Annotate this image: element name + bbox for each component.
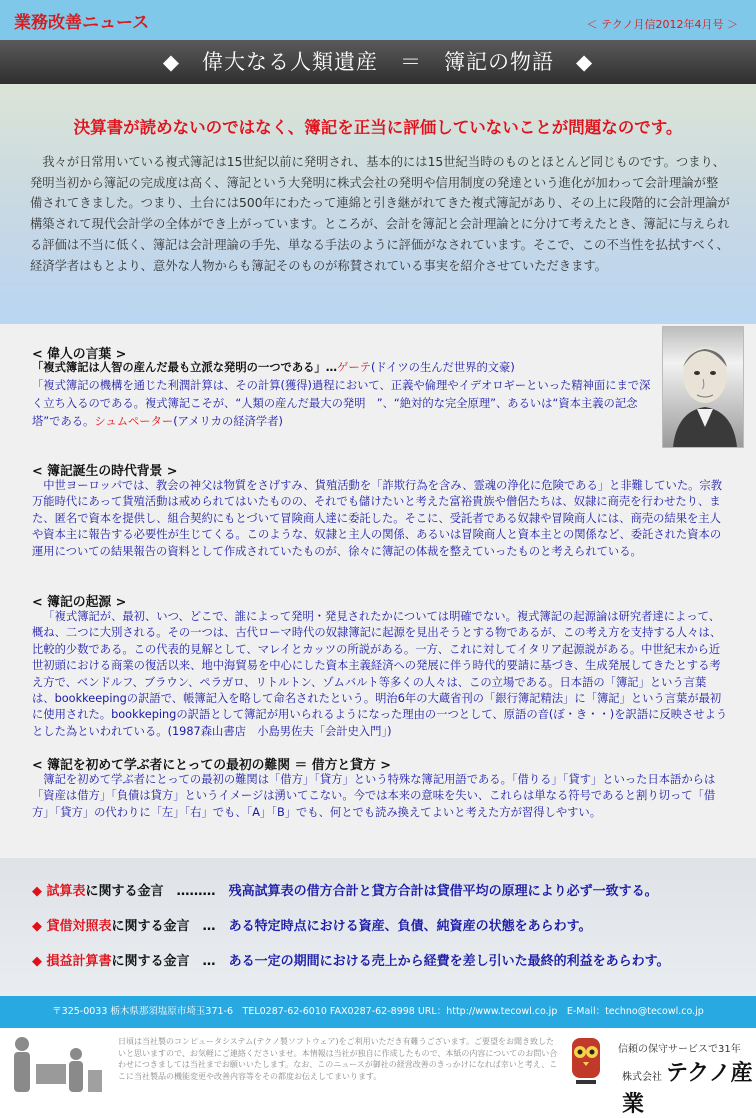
section-title-origin: < 簿記の起源 > [32,595,127,610]
summary-row-trial-balance: ◆ 試算表に関する金言 ……… 残高試算表の借方合計と貸方合計は貸借平均の原理により必ず一致する。 [32,884,658,899]
people-silhouette-icon [4,1034,104,1092]
goethe-name: ゲーテ [337,361,371,374]
diamond-icon: ◆ [32,954,47,969]
top-bar [0,0,756,40]
newsletter-brand: 業務改善ニュース [14,13,150,33]
quotes [32,359,652,431]
company-tagline: 信頼の保守サービスで31年 [618,1044,741,1055]
footer-note: 日頃は当社製のコンピュータシステム(テクノ製ソフトウェア)をご利用いただき有難うございます。ご要望をお聞き致したいと思いますので、お気軽にご連絡くださいませ。本情報は当社が独自に作成したもので、本紙の内容についてのお問い合わせにつきましては当社までお願いいたします。なお、このニュースが御社の経営改善のきっかけになれば幸いと考え、ここに当社製品の機能変更や改善内容等をその都度お伝えしてまいります。 [118,1037,558,1081]
section-title-birth: < 簿記誕生の時代背景 > [32,464,178,479]
summary-row-balance-sheet: ◆ 貸借対照表に関する金言 … ある特定時点における資産、負債、純資産の状態をあらわす。 [32,919,592,934]
contact-bar: 〒325-0033 栃木県那須塩原市埼玉371-6 TEL0287-62-6010 FAX0287-62-8998 URL：http://www.tecowl.co.jp E-Mail：techno@tecowl.co.jp [0,996,756,1028]
diamond-icon: ◆ [32,919,47,934]
schumpeter-quote: 「複式簿記の機構を通じた利潤計算は、その計算(獲得)過程において、正義や倫理やイデオロギーといった精神面にまで深く立ち入るのである。複式簿記こそが、“人類の産んだ最大の発明 ”、“絶対的な完全原理”、あるいは“資本主義の記念塔”である。 [32,379,651,428]
goethe-note: (ドイツの生んだ世界的文豪) [370,361,515,374]
birth-text: 中世ヨーロッパでは、教会の神父は物質をさげすみ、貨殖活動を「詐欺行為を含み、霊魂の浄化に危険である」と非難していた。宗教万能時代にあって貨殖活動は戒められてはいたものの、それでも儲けたいと考えた富裕貴族や僧侶たちは、奴隷に商売を行わせたり、また、匿名で資本を提供し、組合契約にもとづいて冒険商人達に委託した。そこに、受託者である奴隷や冒険商人には、商売の結果を主人や資本主に報告する必要性が生じてくる。このような、奴隷と主人の関係、あるいは冒険商人と資本主との関係など、委託された資本の運用についての結果報告の資料として作成されていたものが、徐々に簿記の体裁を整えていったものと考えられている。 [32,479,723,558]
goethe-portrait [662,326,744,448]
company-name: 株式会社 テクノ産業 [622,1061,753,1117]
diamond-icon: ◆ [32,884,47,899]
goethe-quote: 「複式簿記は人智の産んだ最も立派な発明の一つである」… [32,361,338,374]
summary-row-income-statement: ◆ 損益計算書に関する金言 … ある一定の期間における売上から経費を差し引いた最終的利益をあらわす。 [32,954,670,969]
owl-logo-icon [566,1032,606,1090]
difficulty-text: 簿記を初めて学ぶ者にとっての最初の難関は「借方」「貸方」という特殊な簿記用語である。「借りる」「貸す」といった日本語からは「資産は借方」「負債は貸方」というイメージは湧いてこない。今では本来の意味を失い、これらは単なる符号であると割り切って「借方」「貸方」の代わりに「左」「右」でも、「A」「B」でも、何とでも読み換えてよいと考えた方が習得しやすい。 [32,773,716,819]
page-title: ◆ 偉大なる人類遺産 ＝ 簿記の物語 ◆ [0,40,756,84]
intro-paragraph: 我々が日常用いている複式簿記は15世紀以前に発明され、基本的には15世紀当時のものとほとんど同じものです。つまり、発明当初から簿記の完成度は高く、簿記という大発明に株式会社の発明や信用制度の発達という進化が加わって会計理論が整備されてきました。つまり、土台には500年にわたって連綿と引き継がれてきた複式簿記があり、その上に段階的に会計理論が構築されて現代会計学の全体ができ上がっています。ところが、会計を簿記と会計理論とに分けて考えたとき、簿記に与えられる評価は不当に低く、簿記は会計理論の手先、単なる手法のように評価がなされています。そこで、この不当性を払拭すべく、経済学者はもとより、意外な人物からも簿記そのものが称賛されている事実を紹介させていただきます。 [30,155,730,273]
section-title-difficulty: < 簿記を初めて学ぶ者にとっての最初の難関 ＝ 借方と貸方 > [32,758,391,773]
section-title-great-words: < 偉人の言葉 > [32,347,127,362]
origin-text: 「複式簿記が、最初、いつ、どこで、誰によって発明・発見されたかについては明確でない。複式簿記の起源論は研究者達によって、概ね、二つに大別される。その一つは、古代ローマ時代の奴隷簿記に起源を見出そうとする物であるが、この考え方を支持する人々は、比較的少数である。この代表的見解として、マレイとカッツの所説がある。一方、これに対してイタリア起源説がある。中世紀末から近世初頭における商業の復活以来、地中海貿易を中心にした資本主義経済への発展に伴う時代的要請に基づき、生成発展してきたとする考え方で、ベンドルフ、ブラウン、ペラガロ、リトルトン、ゾムバルト等多くの人々は、この立場である。日本語の「簿記」という言葉は、bookkeepingの訳語で、帳簿記入を略して命名されたという。明治6年の大蔵省刊の「銀行簿記精法」に「簿記」という言葉が最初に使用された。bookkepingの訳語として簿記が用いられるようになった理由の一つとして、原語の音(ぼ・き・・)を訳語に反映させようとした為といわれている。(1987森山書店 小島男佐夫「会計史入門」) [32,610,728,738]
headline: 決算書が読めないのではなく、簿記を正当に評価していないことが問題なのです。 [73,118,683,137]
issue-label: ＜ テクノ月信2012年4月号 ＞ [586,18,738,31]
schumpeter-note: (アメリカの経済学者) [173,415,283,428]
schumpeter-name: シュムペーター [94,415,174,428]
